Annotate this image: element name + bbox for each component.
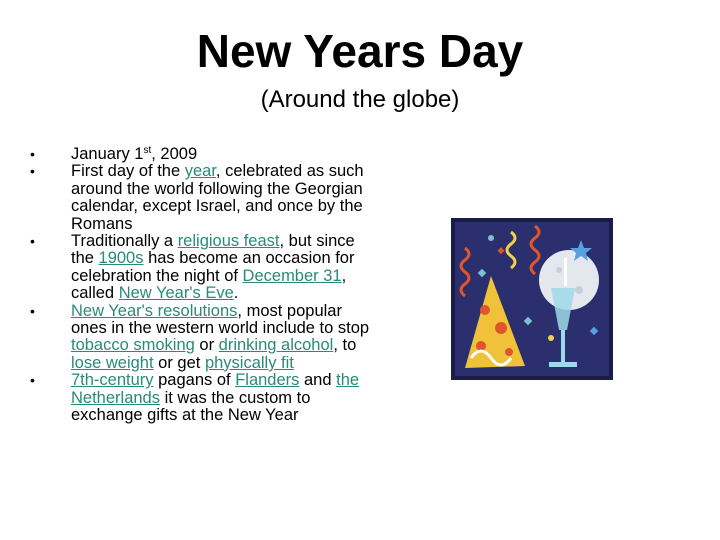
- hyperlink[interactable]: New Year's Eve: [118, 284, 234, 303]
- hyperlink[interactable]: the Netherlands: [71, 371, 360, 407]
- bullet-text: Traditionally a: [71, 232, 178, 251]
- bullet-text: , 2009: [151, 145, 198, 163]
- bullet-text: and: [299, 371, 337, 390]
- slide-title: New Years Day: [196, 25, 524, 77]
- hyperlink[interactable]: New Year's resolutions: [71, 301, 238, 320]
- bullet-text: or get: [153, 353, 205, 372]
- hyperlink[interactable]: Flanders: [235, 371, 300, 390]
- bullet-text: , but since the: [71, 232, 355, 268]
- slide-subtitle: (Around the globe): [260, 86, 460, 113]
- bullet-text: , to: [333, 336, 357, 355]
- bullet-marker: •: [30, 146, 35, 162]
- superscript-text: st: [143, 145, 152, 156]
- bullet-text: has become an occasion for celebration the night of: [71, 249, 355, 285]
- hyperlink[interactable]: physically fit: [204, 353, 294, 372]
- bullet-item: [30, 233, 370, 303]
- hyperlink[interactable]: drinking alcohol: [218, 336, 334, 355]
- bullet-marker: •: [30, 163, 35, 180]
- bullet-list: [30, 146, 370, 425]
- hyperlink[interactable]: 7th-century: [71, 371, 154, 390]
- bullet-text: or: [194, 336, 219, 355]
- bullet-text: .: [233, 284, 239, 303]
- bullet-text: , most popular ones in the western world include to stop: [71, 301, 370, 338]
- hyperlink[interactable]: December 31: [242, 266, 342, 285]
- bullet-marker: •: [30, 372, 35, 389]
- hyperlink[interactable]: lose weight: [71, 353, 154, 372]
- hyperlink[interactable]: religious feast: [177, 232, 280, 251]
- bullet-text: , celebrated as such around the world following the Georgian calendar, except Israel, and once by the Romans: [71, 162, 364, 233]
- bullet-text: First day of the: [71, 162, 185, 181]
- bullet-text: January 1: [71, 145, 144, 163]
- bullet-text: pagans of: [153, 371, 236, 390]
- hyperlink[interactable]: tobacco smoking: [71, 336, 195, 355]
- bullet-text: it was the custom to exchange gifts at the New Year: [71, 388, 311, 425]
- bullet-item: [30, 303, 370, 373]
- bullet-item: [30, 372, 370, 424]
- bullet-marker: •: [30, 302, 35, 319]
- bullet-marker: •: [30, 233, 35, 250]
- party-hat-champagne-icon: [451, 218, 613, 380]
- bullet-item: [30, 163, 370, 233]
- bullet-text: , called: [71, 266, 347, 303]
- hyperlink[interactable]: year: [184, 162, 216, 181]
- hyperlink[interactable]: 1900s: [98, 249, 144, 268]
- bullet-item: [30, 146, 370, 163]
